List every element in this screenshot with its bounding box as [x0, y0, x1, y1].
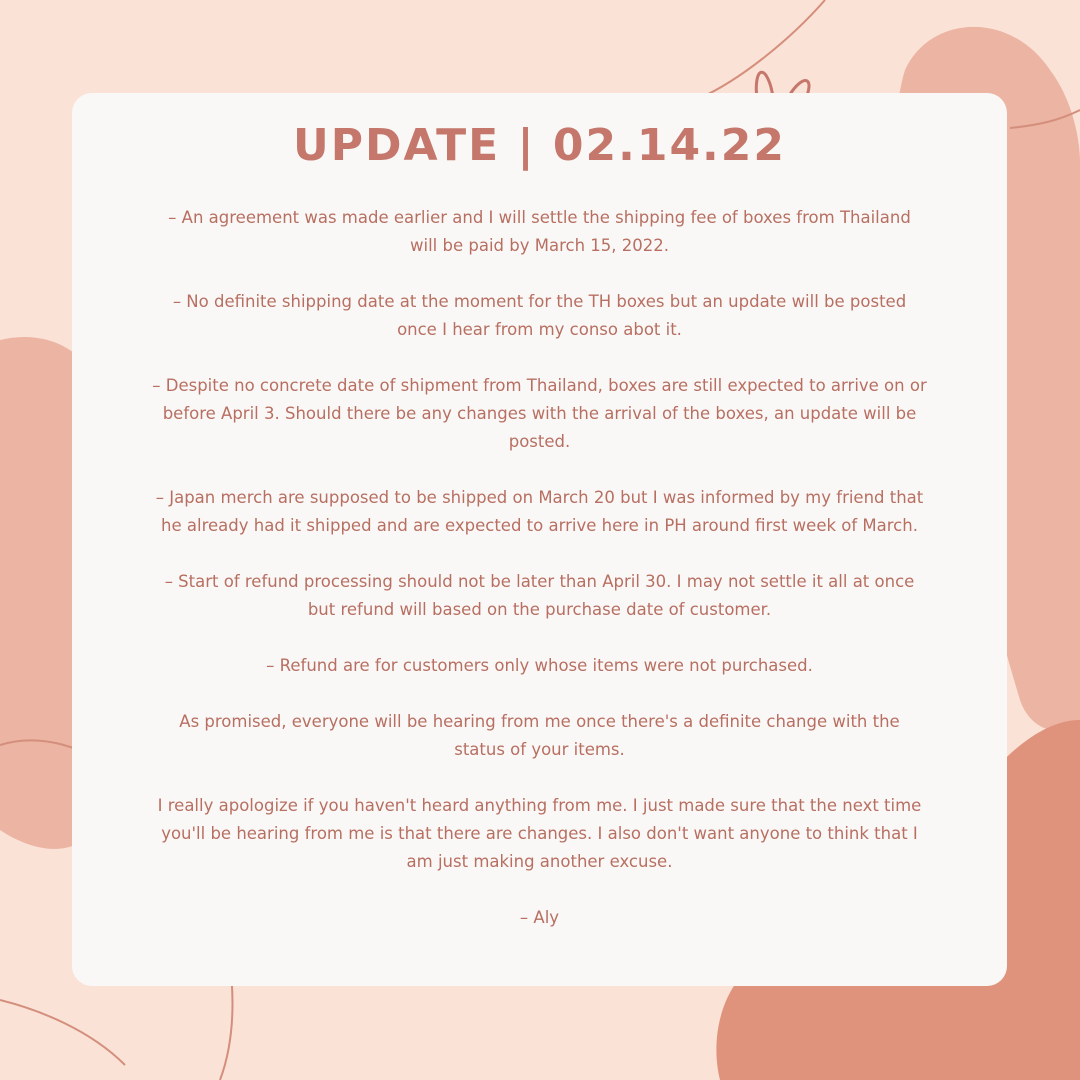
page-title: UPDATE | 02.14.22	[292, 120, 787, 171]
announcement-card	[72, 93, 1007, 986]
paragraph-promise: As promised, everyone will be hearing from me once there's a definite change with the status of your items.	[179, 712, 900, 759]
paragraph-shipping-fee: – An agreement was made earlier and I will settle the shipping fee of boxes from Thailand will be paid by March 15, 2022.	[168, 208, 911, 255]
paragraph-shipping-date: – No definite shipping date at the moment for the TH boxes but an update will be posted once I hear from my conso abot it.	[172, 292, 907, 339]
curve-line-top	[700, 0, 825, 98]
paragraph-refund-processing: – Start of refund processing should not be later than April 30. I may not settle it all at once but refund will based on the purchase date of customer.	[164, 572, 915, 619]
paragraph-apology: I really apologize if you haven't heard anything from me. I just made sure that the next time you'll be hearing from me is that there are changes. I also don't want anyone to think that I am just making another excuse.	[157, 796, 922, 871]
announcement-body	[152, 204, 927, 932]
paragraph-arrival: – Despite no concrete date of shipment from Thailand, boxes are still expected to arrive on or before April 3. Should there be any changes with the arrival of the boxes, an update will be posted.	[152, 376, 927, 451]
curve-line-bottom-left-2	[0, 1000, 125, 1065]
paragraph-japan-merch: – Japan merch are supposed to be shipped on March 20 but I was informed by my friend that he already had it shipped and are expected to arrive here in PH around first week of March.	[155, 488, 924, 535]
paragraph-refund-eligibility: – Refund are for customers only whose items were not purchased.	[266, 656, 813, 675]
signature: – Aly	[519, 908, 560, 927]
